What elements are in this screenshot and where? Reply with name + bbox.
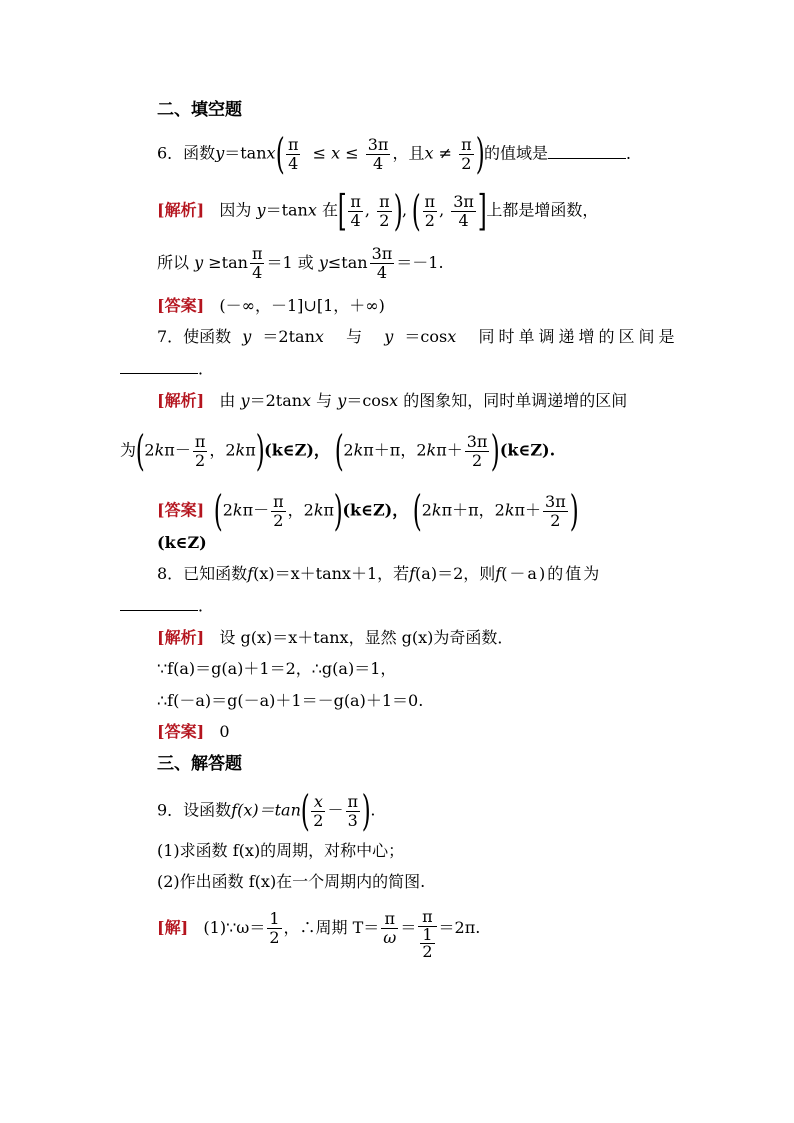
q7-x2: x — [447, 327, 457, 346]
q6-neq: ≠ — [438, 143, 452, 163]
q7a-lp1: ( — [135, 426, 145, 475]
q6a-eq: ＝tan — [265, 200, 308, 220]
q7ans-i2c: π＋ — [514, 500, 542, 520]
q7a-i1c: ，2 — [209, 440, 236, 460]
q6-answer-text: (－∞，－1]∪[1，＋∞) — [219, 296, 385, 315]
q6-le2: ≤ — [345, 143, 359, 163]
question-8 — [157, 563, 601, 585]
q9-lp: ( — [300, 786, 310, 835]
question-6 — [157, 129, 643, 178]
q9s-eq: ＝ — [400, 918, 417, 937]
q7a-x: x — [302, 391, 312, 410]
q6a-frac3: $\frac{\pi}{2}$ — [424, 191, 436, 230]
q7a-i2c: π＋ — [436, 440, 463, 460]
q7ans-lp2: ( — [413, 486, 423, 535]
question-7 — [157, 326, 678, 348]
q6-var-x: x — [266, 143, 276, 163]
q7a-y2: y — [337, 391, 347, 410]
left-paren: ( — [275, 129, 285, 178]
q7-analysis-line2 — [120, 426, 556, 475]
q8-f2: f — [495, 564, 502, 583]
q9s-a: (1)∵ω＝ — [203, 918, 266, 937]
q6-answer — [157, 295, 385, 317]
q7ans-frac2: $\frac{3\pi}{2}$ — [545, 491, 566, 530]
left-bracket: [ — [337, 186, 347, 235]
q9s-b: ，∴周期 T＝ — [283, 918, 380, 937]
q6a-ge: ≥tan — [208, 253, 248, 272]
q9s-c: ＝2π. — [438, 918, 481, 937]
q6-var-y: y — [215, 143, 225, 163]
q7ans-rp1: ) — [333, 486, 343, 535]
q9-fx: f(x)＝tan — [231, 800, 301, 820]
q6a-y: y — [256, 200, 266, 220]
q7ans-i2a: 2 — [421, 500, 432, 520]
q8-answer-tag: [答案] — [157, 722, 205, 741]
q7a-i1a: 2 — [144, 440, 155, 460]
q9s-frac-pi-omega: $\frac{\pi}{\omega}$ — [383, 909, 397, 947]
q7-analysis — [157, 390, 627, 412]
answer-blank-6[interactable] — [548, 142, 626, 159]
q9-frac-pi3: $\frac{\pi}{3}$ — [347, 791, 359, 830]
q9s-frac-pi-half: π 1 2 — [418, 908, 436, 960]
right-paren: ) — [475, 129, 485, 178]
q7a-d: ＝cos — [346, 391, 390, 410]
fraction-pi-4: $\frac{\pi}{4}$ — [287, 134, 299, 173]
answer-tag: [答案] — [157, 296, 205, 315]
answer-blank-8[interactable] — [120, 594, 198, 611]
q6-var-x3: x — [424, 143, 434, 163]
q7a-i1d: π — [245, 440, 256, 460]
q7ans-i1c: ，2 — [287, 500, 314, 520]
q8-answer — [157, 721, 230, 743]
q7a-b: ＝2tan — [249, 391, 303, 410]
q6a-up: 上都是增函数， — [486, 200, 599, 220]
fraction-3pi-4: $\frac{3\pi}{4}$ — [367, 134, 389, 173]
q7ans-i1a: 2 — [222, 500, 233, 520]
q7-blank-line — [120, 357, 214, 380]
q6-end: ． — [626, 143, 643, 163]
q7a-wei: 为 — [120, 440, 137, 460]
q9-end: . — [370, 800, 376, 820]
q7a-k4: k — [426, 440, 437, 460]
q9-prefix: 9．设函数 — [157, 800, 232, 820]
q9-part2: (2)作出函数 f(x)在一个周期内的简图. — [157, 872, 426, 891]
q7a-i1b: π－ — [164, 440, 191, 460]
q6a-y2: y — [194, 253, 204, 272]
q7-analysis-tag: [解析] — [157, 391, 205, 410]
q7a-lp2: ( — [334, 426, 344, 475]
q7a-i2b: π＋π，2 — [363, 440, 427, 460]
q6a-frac2: $\frac{\pi}{2}$ — [379, 191, 390, 230]
q6a-frac1: $\frac{\pi}{4}$ — [350, 191, 361, 230]
q7ans-k4: k — [504, 500, 515, 520]
q7a-e: 的图象知，同时单调递增的区间 — [403, 391, 628, 410]
q8-analysis-line3: ∴f(－a)＝g(－a)＋1＝－g(a)＋1＝0. — [157, 691, 424, 710]
q9-minus: － — [327, 800, 344, 820]
q7-suffix: 同时单调递增的区间是 — [478, 327, 679, 346]
q8a-text: 设 g(x)＝x＋tanx，显然 g(x)为奇函数． — [219, 628, 514, 647]
q7a-k3: k — [353, 440, 364, 460]
q8-body: (x)＝x＋tanx＋1，若 — [253, 564, 410, 583]
q9-frac-x2: $\frac{x}{2}$ — [313, 791, 324, 830]
q7-y: y — [242, 327, 252, 346]
q7-mid2: 与 — [346, 327, 363, 346]
q7a-kz: (k∈Z)， — [264, 440, 330, 460]
q7-prefix: 7．使函数 — [157, 327, 232, 346]
q6a-le: ≤tan — [327, 253, 368, 272]
right-paren-2: ) — [393, 186, 403, 235]
q8-end: ． — [198, 596, 215, 615]
fraction-pi-2: $\frac{\pi}{2}$ — [461, 134, 472, 173]
q7ans-k3: k — [431, 500, 442, 520]
question-9 — [157, 786, 376, 835]
q6-le: ≤ — [312, 143, 327, 163]
q7ans-rp2: ) — [569, 486, 579, 535]
q7a-k2: k — [235, 440, 246, 460]
q7a-c: 与 — [316, 391, 333, 410]
q6-analysis: [解析] 因为 y＝tanx 在[ $\frac{\pi}{4}$ , $\frac{\pi}{2}$ ), ( $\frac{\pi}{2}$ , $\frac{3\pi}{4}$ ]上都是增函数， — [157, 186, 599, 235]
section-title-fill-blank: 二、填空题 — [157, 100, 242, 120]
q7ans-i2b: π＋π，2 — [441, 500, 505, 520]
q8-blank-line — [120, 594, 214, 617]
q8-f: f — [247, 564, 254, 583]
q6a-frac6: $\frac{3\pi}{4}$ — [371, 244, 393, 282]
q6a-frac4: $\frac{3\pi}{4}$ — [453, 191, 474, 230]
q6a-in: 在 — [321, 200, 338, 220]
left-paren-3: ( — [411, 186, 421, 235]
q7ans-i1b: π－ — [242, 500, 270, 520]
q8-analysis-tag: [解析] — [157, 628, 205, 647]
answer-blank-7[interactable] — [120, 357, 198, 374]
q7a-kz-end: (k∈Z). — [499, 440, 556, 460]
q7-y2: y — [384, 327, 394, 346]
q6a-text1: 因为 — [219, 200, 252, 220]
q6-comma-and: ，且 — [392, 143, 425, 163]
q7a-x2: x — [389, 391, 399, 410]
q7a-rp1: ) — [255, 426, 265, 475]
q7-x: x — [314, 327, 324, 346]
q6a-y3: y — [318, 253, 328, 272]
q7-answer-tag: [答案] — [157, 500, 205, 520]
q6-suffix: 的值域是 — [484, 143, 549, 163]
q9-part1: (1)求函数 f(x)的周期，对称中心； — [157, 841, 405, 860]
q8-analysis-line2: ∵f(a)＝g(a)＋1＝2，∴g(a)＝1， — [157, 659, 397, 678]
q7ans-kz: (k∈Z)， — [342, 500, 409, 520]
right-bracket: ] — [477, 186, 487, 235]
q7a-frac1: $\frac{\pi}{2}$ — [194, 431, 206, 470]
section-title-solve: 三、解答题 — [157, 754, 242, 774]
q7a-y: y — [240, 391, 250, 410]
q6a-frac5: $\frac{\pi}{4}$ — [251, 244, 263, 282]
q7ans-lp1: ( — [214, 486, 224, 535]
q6-func: ＝tan — [224, 143, 267, 163]
solution-tag: [解] — [157, 918, 189, 937]
q8-body2: (a)＝2，则 — [415, 564, 496, 583]
q7-answer — [157, 486, 579, 535]
q6a-neg1: ＝－1. — [396, 253, 444, 272]
q7a-frac2: $\frac{3\pi}{2}$ — [466, 431, 488, 470]
q7-answer-kz-line: (k∈Z) — [157, 533, 207, 552]
q6-prefix: 6．函数 — [157, 143, 216, 163]
q9-rp: ) — [361, 786, 371, 835]
q6a-x: x — [307, 200, 317, 220]
q6a-suoyi: 所以 — [157, 253, 190, 272]
q7-mid1: ＝2tan — [262, 327, 315, 346]
q7ans-i1d: π — [323, 500, 335, 520]
q8-body3: (－a)的值为 — [501, 564, 602, 583]
q8-answer-text: 0 — [219, 722, 230, 741]
q7a-a: 由 — [219, 391, 236, 410]
q8-prefix: 8．已知函数 — [157, 564, 248, 583]
q8-fa: f — [409, 564, 416, 583]
q7ans-frac1: $\frac{\pi}{2}$ — [273, 491, 284, 530]
q9-solution — [157, 907, 481, 961]
q6a-eq1: ＝1 或 — [266, 253, 314, 272]
q7-end: ． — [198, 359, 215, 378]
q6-analysis-line2 — [157, 245, 444, 282]
q8-analysis — [157, 627, 513, 649]
q7ans-k1: k — [232, 500, 243, 520]
q7a-i2a: 2 — [343, 440, 354, 460]
q7a-rp2: ) — [491, 426, 501, 475]
q9s-frac-half: $\frac{1}{2}$ — [269, 909, 280, 947]
q7-mid3: ＝cos — [404, 327, 448, 346]
q7a-k1: k — [154, 440, 165, 460]
q7ans-k2: k — [313, 500, 324, 520]
q6-var-x2: x — [331, 143, 341, 163]
analysis-tag: [解析] — [157, 200, 205, 220]
